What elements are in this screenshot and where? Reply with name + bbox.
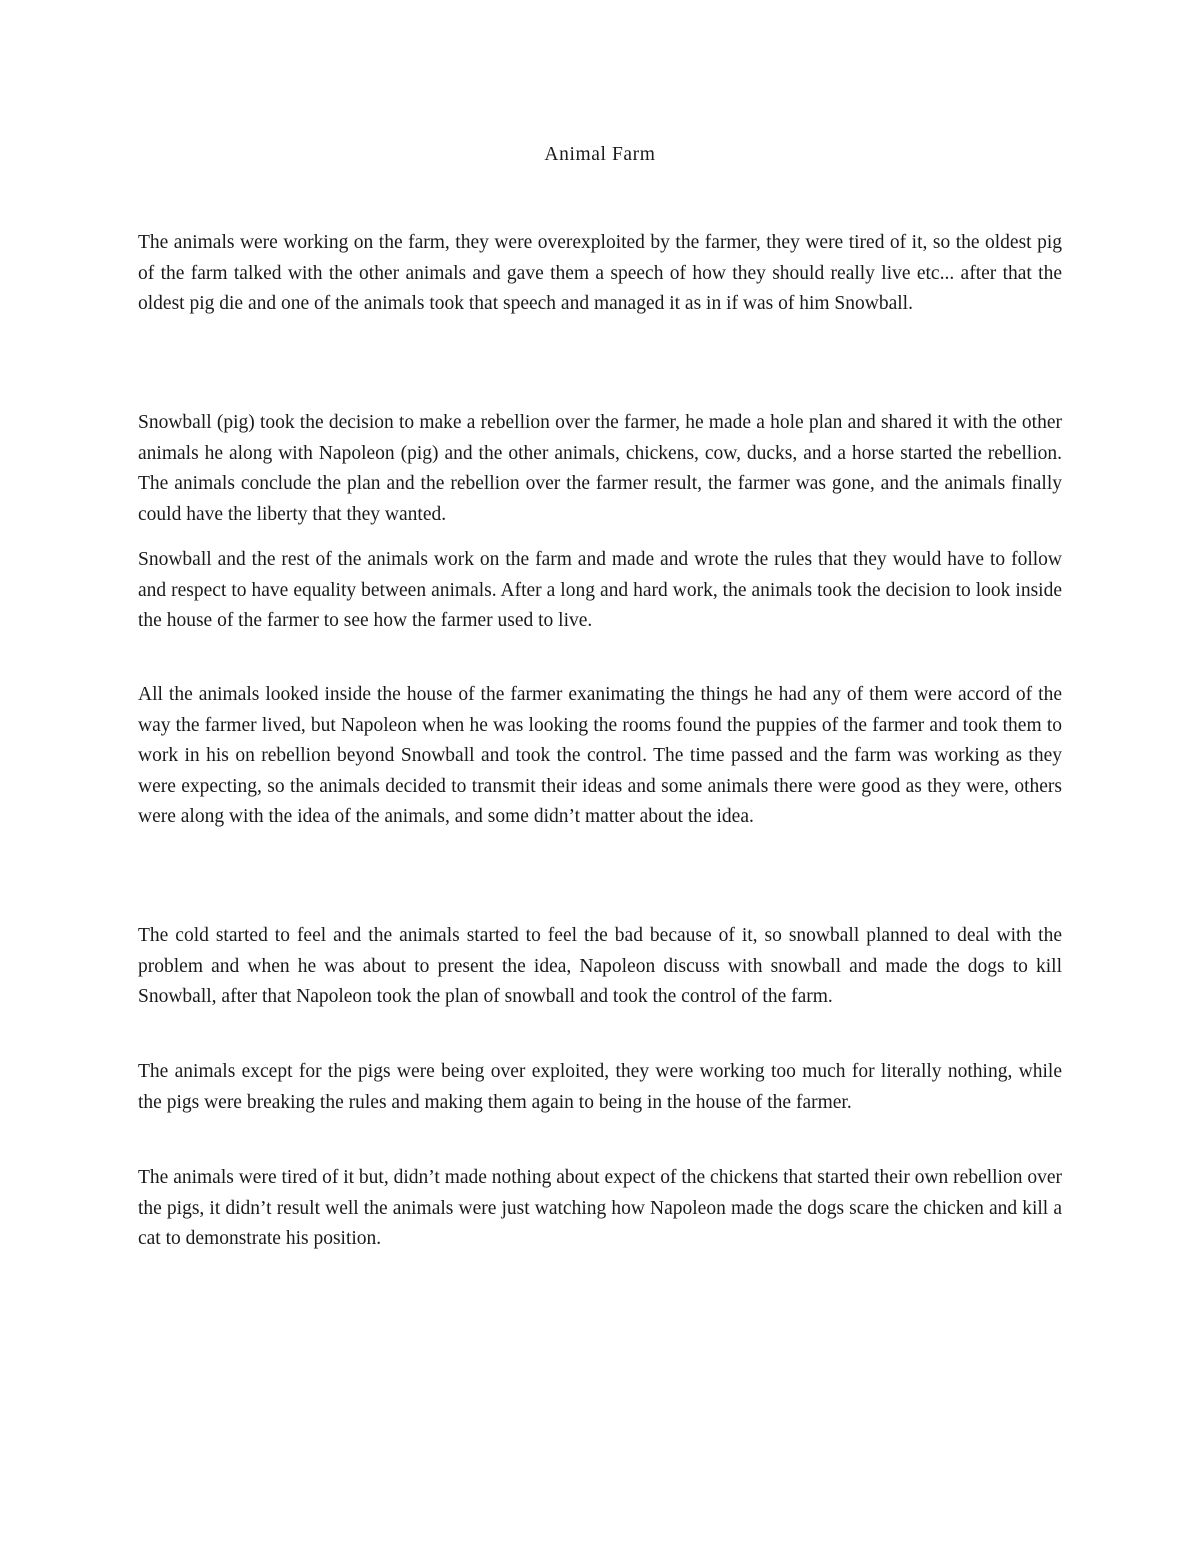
paragraph-text: The animals except for the pigs were being over exploited, they were working too much for literally nothing, while the pigs were breaking the rules and making them again to being in the house of the farmer. <box>138 1061 1062 1113</box>
paragraph-5 <box>138 921 1062 1013</box>
paragraph-text: The animals were working on the farm, they were overexploited by the farmer, they were tired of it, so the oldest pig of the farm talked with the other animals and gave them a speech of how they should really live etc... after that the oldest pig die and one of the animals took that speech and managed it as in if was of him Snowball. <box>138 232 1062 314</box>
paragraph-text: Snowball (pig) took the decision to make a rebellion over the farmer, he made a hole plan and shared it with the other animals he along with Napoleon (pig) and the other animals, chickens, cow, ducks, and a horse started the rebellion. The animals conclude the plan and the rebellion over the farmer result, the farmer was gone, and the animals finally could have the liberty that they wanted. <box>138 412 1062 525</box>
paragraph-7 <box>138 1163 1062 1255</box>
paragraph-1 <box>138 228 1062 320</box>
document-title: Animal Farm <box>544 144 656 165</box>
paragraph-text: The cold started to feel and the animals started to feel the bad because of it, so snowball planned to deal with the problem and when he was about to present the idea, Napoleon discuss with snowball and made the dogs to kill Snowball, after that Napoleon took the plan of snowball and took the control of the farm. <box>138 925 1062 1007</box>
paragraph-2 <box>138 408 1062 530</box>
paragraph-4 <box>138 680 1062 833</box>
paragraph-text: Snowball and the rest of the animals work on the farm and made and wrote the rules that they would have to follow and respect to have equality between animals. After a long and hard work, the animals took the decision to look inside the house of the farmer to see how the farmer used to live. <box>138 549 1062 631</box>
paragraph-text: All the animals looked inside the house of the farmer exanimating the things he had any of them were accord of the way the farmer lived, but Napoleon when he was looking the rooms found the puppies of the farmer and took them to work in his on rebellion beyond Snowball and took the control. The time passed and the farm was working as they were expecting, so the animals decided to transmit their ideas and some animals there were good as they were, others were along with the idea of the animals, and some didn’t matter about the idea. <box>138 684 1062 827</box>
paragraph-text: The animals were tired of it but, didn’t made nothing about expect of the chickens that started their own rebellion over the pigs, it didn’t result well the animals were just watching how Napoleon made the dogs scare the chicken and kill a cat to demonstrate his position. <box>138 1167 1062 1249</box>
paragraph-6 <box>138 1057 1062 1118</box>
paragraph-3 <box>138 545 1062 637</box>
